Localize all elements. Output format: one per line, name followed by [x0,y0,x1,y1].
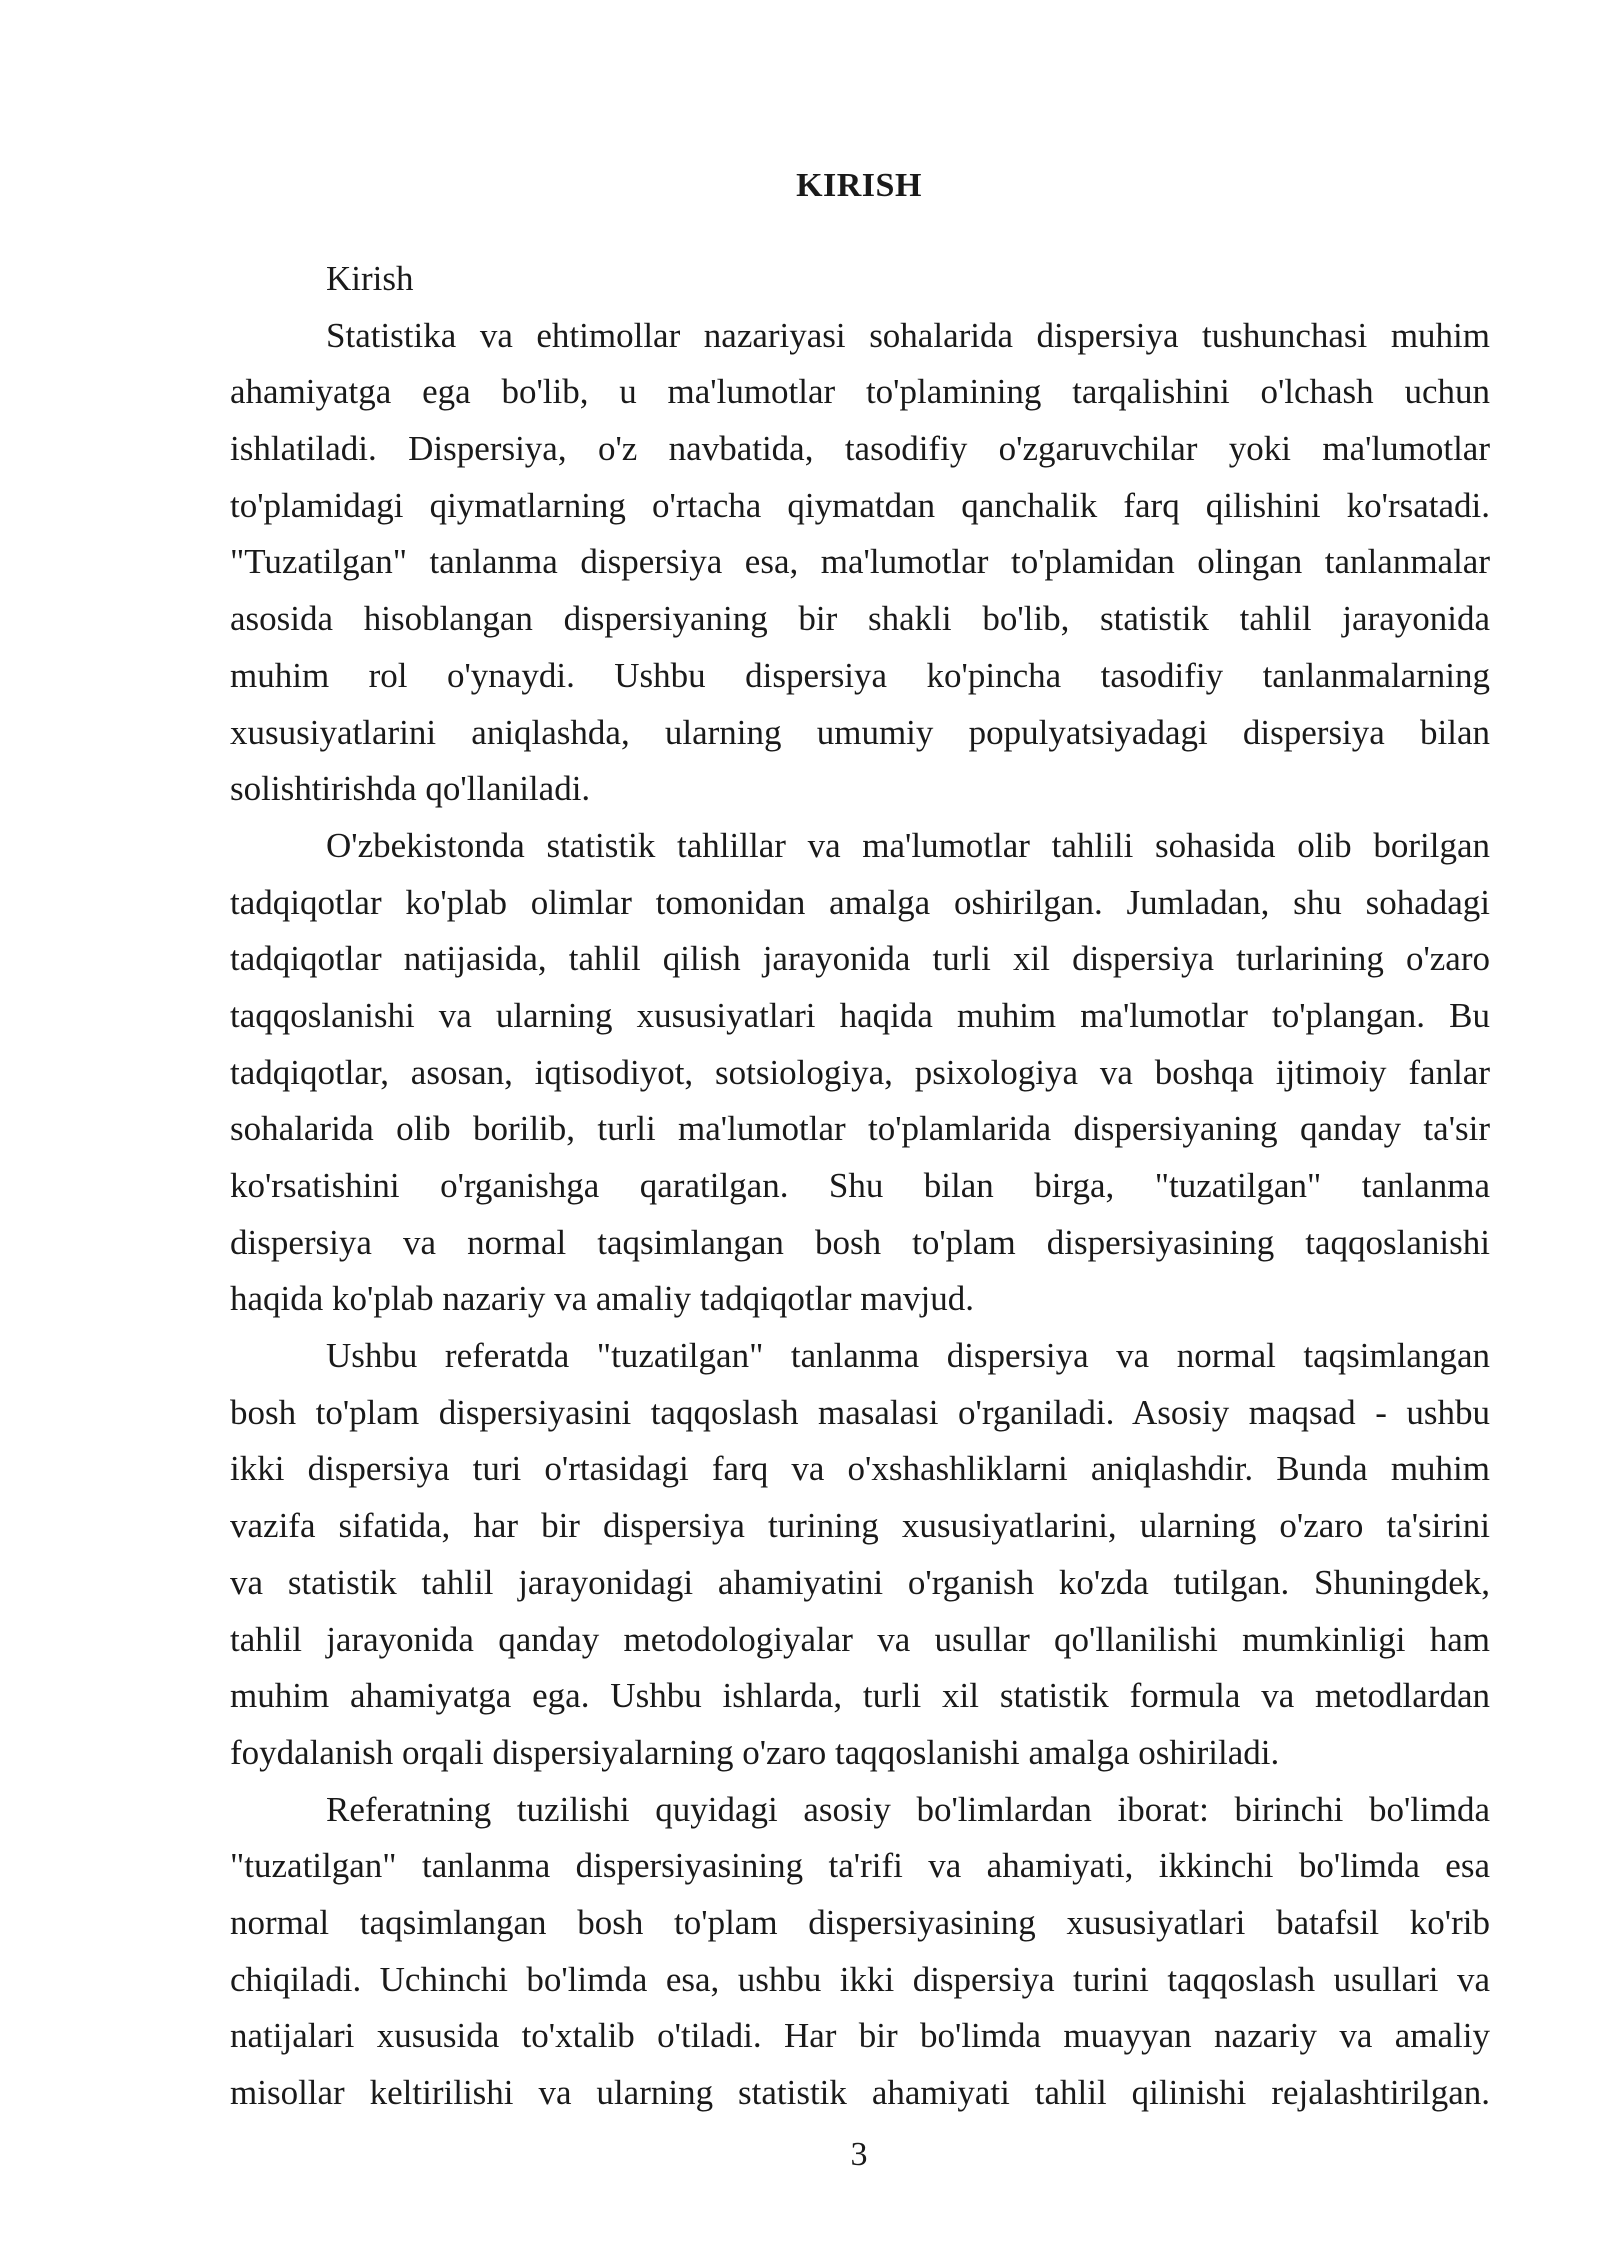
page-number: 3 [850,2136,868,2173]
text-line: muhim rol o'ynaydi. Ushbu dispersiya ko'pincha tasodifiy tanlanmalarning [230,655,1490,695]
text-line: foydalanish orqali dispersiyalarning o'zaro taqqoslanishi amalga oshiriladi. [230,1732,1280,1772]
text-line: va statistik tahlil jarayonidagi ahamiyatini o'rganish ko'zda tutilgan. Shuningdek, [230,1562,1490,1602]
text-line: tahlil jarayonida qanday metodologiyalar va usullar qo'llanilishi mumkinligi ham [230,1619,1490,1659]
text-line: xususiyatlarini aniqlashda, ularning umumiy populyatsiyadagi dispersiya bilan [230,712,1490,752]
text-line: "tuzatilgan" tanlanma dispersiyasining ta'rifi va ahamiyati, ikkinchi bo'limda esa [230,1846,1490,1886]
text-line: natijalari xususida to'xtalib o'tiladi. Har bir bo'limda muayyan nazariy va amaliy [230,2016,1490,2056]
text-line: ko'rsatishini o'rganishga qaratilgan. Shu bilan birga, "tuzatilgan" tanlanma [230,1166,1490,1205]
text-line: haqida ko'plab nazariy va amaliy tadqiqotlar mavjud. [230,1279,974,1319]
text-line: bosh to'plam dispersiyasini taqqoslash masalasi o'rganiladi. Asosiy maqsad - ushbu [230,1392,1490,1432]
text-line: tadqiqotlar, asosan, iqtisodiyot, sotsiologiya, psixologiya va boshqa ijtimoiy fanlar [230,1052,1490,1092]
text-line: ishlatiladi. Dispersiya, o'z navbatida, tasodifiy o'zgaruvchilar yoki ma'lumotlar [230,429,1490,469]
text-line: "Tuzatilgan" tanlanma dispersiya esa, ma'lumotlar to'plamidan olingan tanlanmalar [230,542,1490,582]
text-line: chiqiladi. Uchinchi bo'limda esa, ushbu ikki dispersiya turini taqqoslash usullari va [230,1959,1490,1999]
text-line: ahamiyatga ega bo'lib, u ma'lumotlar to'plamining tarqalishini o'lchash uchun [230,372,1490,412]
text-line: normal taqsimlangan bosh to'plam dispersiyasining xususiyatlari batafsil ko'rib [230,1902,1490,1942]
text-line: ikki dispersiya turi o'rtasidagi farq va o'xshashliklarni aniqlashdir. Bunda muhim [230,1449,1490,1489]
text-line: misollar keltirilishi va ularning statistik ahamiyati tahlil qilinishi rejalashtirilgan. [230,2073,1490,2112]
text-line: sohalarida olib borilib, turli ma'lumotlar to'plamlarida dispersiyaning qanday ta'sir [230,1109,1490,1149]
text-line: muhim ahamiyatga ega. Ushbu ishlarda, turli xil statistik formula va metodlardan [230,1676,1490,1716]
body-text [230,251,1490,2122]
text-line: vazifa sifatida, har bir dispersiya turining xususiyatlarini, ularning o'zaro ta'sirini [230,1506,1490,1546]
page-title: KIRISH [796,167,922,204]
text-line: tadqiqotlar ko'plab olimlar tomonidan amalga oshirilgan. Jumladan, shu sohadagi [230,882,1490,922]
text-line: tadqiqotlar natijasida, tahlil qilish jarayonida turli xil dispersiya turlarining o'zaro [230,939,1490,979]
text-line: solishtirishda qo'llaniladi. [230,769,591,809]
text-line: Ushbu referatda "tuzatilgan" tanlanma dispersiya va normal taqsimlangan [326,1336,1490,1376]
text-line: asosida hisoblangan dispersiyaning bir shakli bo'lib, statistik tahlil jarayonida [230,599,1490,639]
text-line: Referatning tuzilishi quyidagi asosiy bo'limlardan iborat: birinchi bo'limda [326,1789,1490,1829]
text-line: dispersiya va normal taqsimlangan bosh to'plam dispersiyasining taqqoslanishi [230,1222,1490,1262]
text-line: O'zbekistonda statistik tahlillar va ma'lumotlar tahlili sohasida olib borilgan [326,825,1490,865]
text-line: Statistika va ehtimollar nazariyasi sohalarida dispersiya tushunchasi muhim [326,315,1490,355]
text-line: to'plamidagi qiymatlarning o'rtacha qiymatdan qanchalik farq qilishini ko'rsatadi. [230,485,1490,525]
subheading: Kirish [326,259,414,298]
text-line: taqqoslanishi va ularning xususiyatlari haqida muhim ma'lumotlar to'plangan. Bu [230,995,1490,1035]
